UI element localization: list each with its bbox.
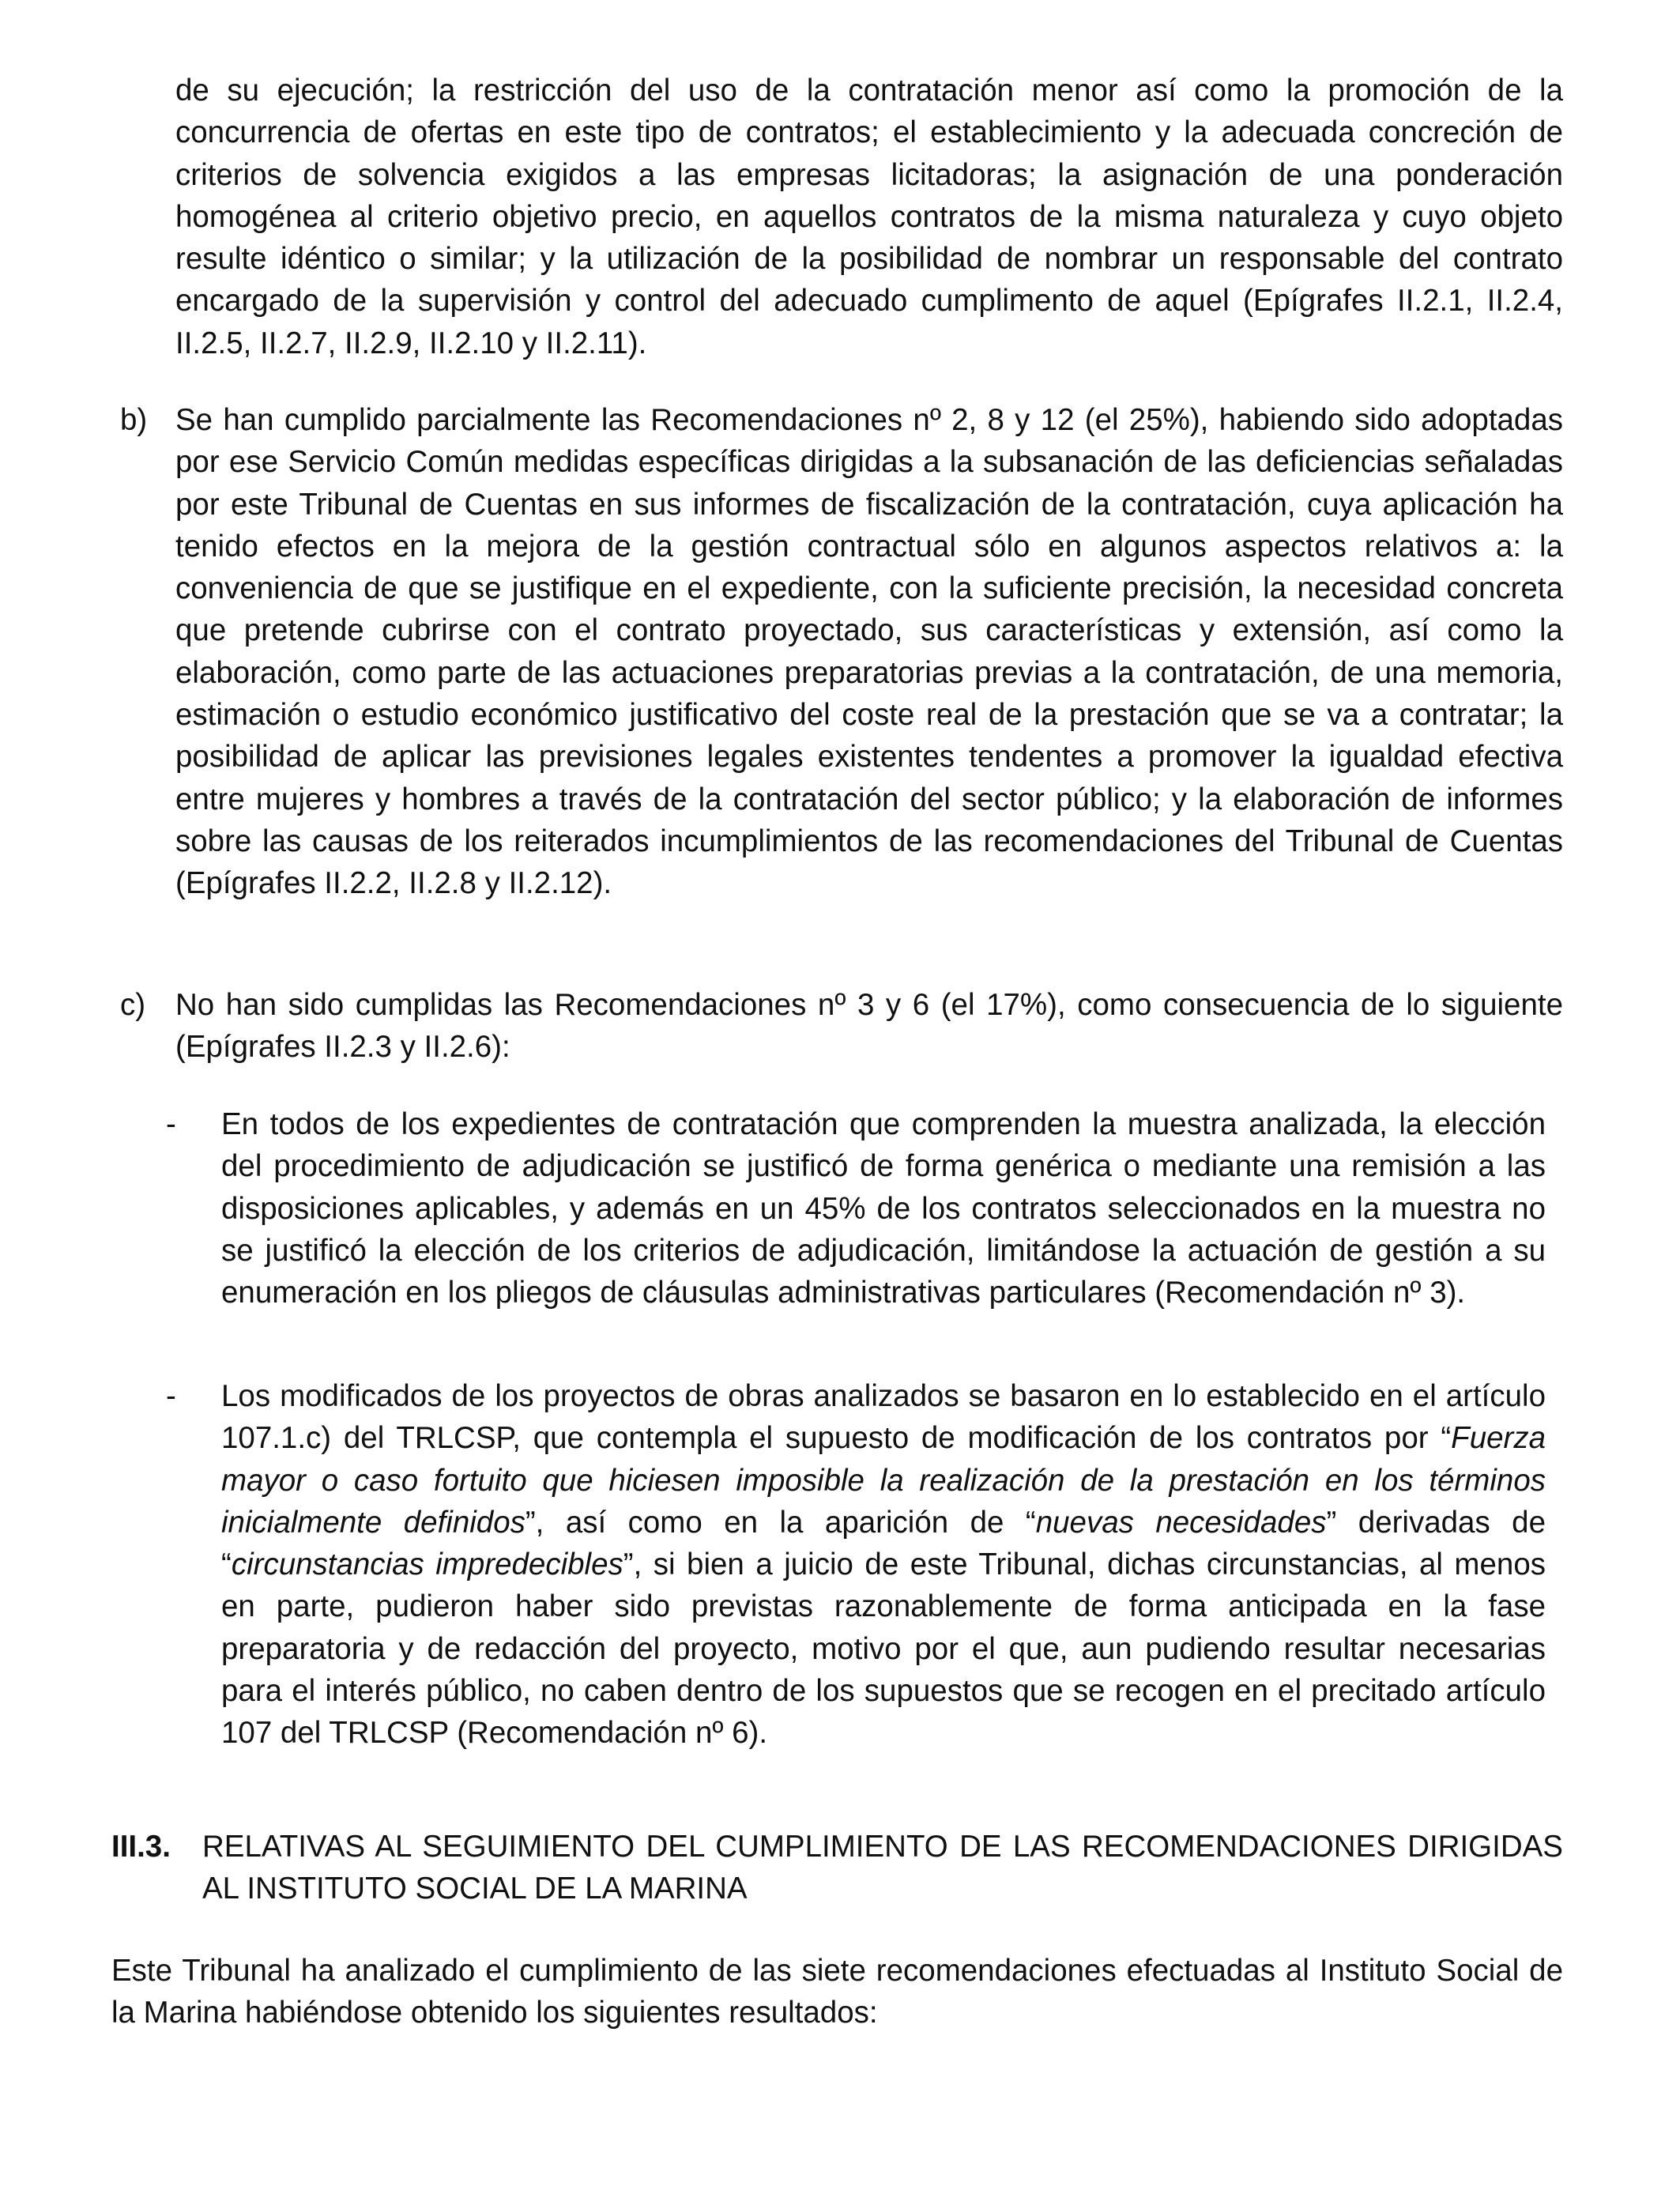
dash-marker-1: - — [166, 1107, 176, 1141]
sub-item-2-text — [221, 1375, 1546, 1755]
section-title: RELATIVAS AL SEGUIMIENTO DEL CUMPLIMIENTO DE LAS RECOMENDACIONES DIRIGIDAS AL INSTITUTO SOCIAL DE LA MARINA — [202, 1830, 1563, 1906]
sub-item-2-italic-quote-1: Fuerza mayor o caso fortuito que hiciesen imposible la realización de la prestación en los términos inicialmente definidos — [221, 1421, 1546, 1540]
intro-paragraph: de su ejecución; la restricción del uso de la contratación menor así como la promoción de la concurrencia de ofertas en este tipo de contratos; el establecimiento y la adecuada concreción de criterios de solvencia exigidos a las empresas licitadoras; la asignación de una ponderación homogénea al criterio objetivo precio, en aquellos contratos de la misma naturaleza y cuyo objeto resulte idéntico o similar; y la utilización de la posibilidad de nombrar un responsable del contrato encargado de la supervisión y control del adecuado cumplimento de aquel (Epígrafes II.2.1, II.2.4, II.2.5, II.2.7, II.2.9, II.2.10 y II.2.11). — [175, 74, 1563, 360]
list-item-b-text: Se han cumplido parcialmente las Recomendaciones nº 2, 8 y 12 (el 25%), habiendo sido adoptadas por ese Servicio Común medidas específicas dirigidas a la subsanación de las deficiencias señaladas por este Tribunal de Cuentas en sus informes de fiscalización de la contratación, cuya aplicación ha tenido efectos en la mejora de la gestión contractual sólo en algunos aspectos relativos a: la conveniencia de que se justifique en el expediente, con la suficiente precisión, la necesidad concreta que pretende cubrirse con el contrato proyectado, sus características y extensión, así como la elaboración, como parte de las actuaciones preparatorias previas a la contratación, de una memoria, estimación o estudio económico justificativo del coste real de la prestación que se va a contratar; la posibilidad de aplicar las previsiones legales existentes tendentes a promover la igualdad efectiva entre mujeres y hombres a través de la contratación del sector público; y la elaboración de informes sobre las causas de los reiterados incumplimientos de las recomendaciones del Tribunal de Cuentas (Epígrafes II.2.2, II.2.8 y II.2.12). — [175, 403, 1563, 901]
closing-paragraph: Este Tribunal ha analizado el cumplimiento de las siete recomendaciones efectuadas al Instituto Social de la Marina habiéndose obtenido los siguientes resultados: — [111, 1954, 1563, 2030]
dash-marker-2: - — [166, 1379, 176, 1413]
sub-item-2-text-part3: ” derivadas de “ — [221, 1505, 1546, 1582]
sub-item-1-text: En todos de los expedientes de contratación que comprenden la muestra analizada, la elección del procedimiento de adjudicación se justificó de forma genérica o mediante una remisión a las disposiciones aplicables, y además en un 45% de los contratos seleccionados en la muestra no se justificó la elección de los criterios de adjudicación, limitándose la actuación de gestión a su enumeración en los pliegos de cláusulas administrativas particulares (Recomendación nº 3). — [221, 1107, 1546, 1310]
list-marker-c: c) — [120, 988, 146, 1022]
sub-item-1 — [166, 1103, 1546, 1314]
list-item-c-text: No han sido cumplidas las Recomendaciones nº 3 y 6 (el 17%), como consecuencia de lo siguiente (Epígrafes II.2.3 y II.2.6): — [175, 988, 1563, 1065]
sub-item-2-italic-quote-2: nuevas necesidades — [1035, 1505, 1327, 1540]
list-marker-b: b) — [120, 403, 148, 437]
section-heading — [111, 1826, 1563, 1910]
sub-item-2-text-part1: Los modificados de los proyectos de obras analizados se basaron en lo establecido en el artículo 107.1.c) del TRLCSP, que contempla el supuesto de modificación de los contratos por “ — [221, 1379, 1546, 1456]
sub-item-2-italic-quote-3: circunstancias impredecibles — [231, 1547, 623, 1582]
list-item-b — [120, 399, 1563, 905]
sub-item-2-text-part4: ”, si bien a juicio de este Tribunal, dichas circunstancias, al menos en parte, pudieron haber sido previstas razonablemente de forma anticipada en la fase preparatoria y de redacción del proyecto, motivo por el que, aun pudiendo resultar necesarias para el interés público, no caben dentro de los supuestos que se recogen en el precitado artículo 107 del TRLCSP (Recomendación nº 6). — [221, 1547, 1546, 1751]
section-number: III.3. — [111, 1830, 171, 1864]
sub-item-2 — [166, 1375, 1546, 1755]
sub-item-2-text-part2: ”, así como en la aparición de “ — [525, 1505, 1036, 1540]
list-item-c — [120, 984, 1563, 1069]
